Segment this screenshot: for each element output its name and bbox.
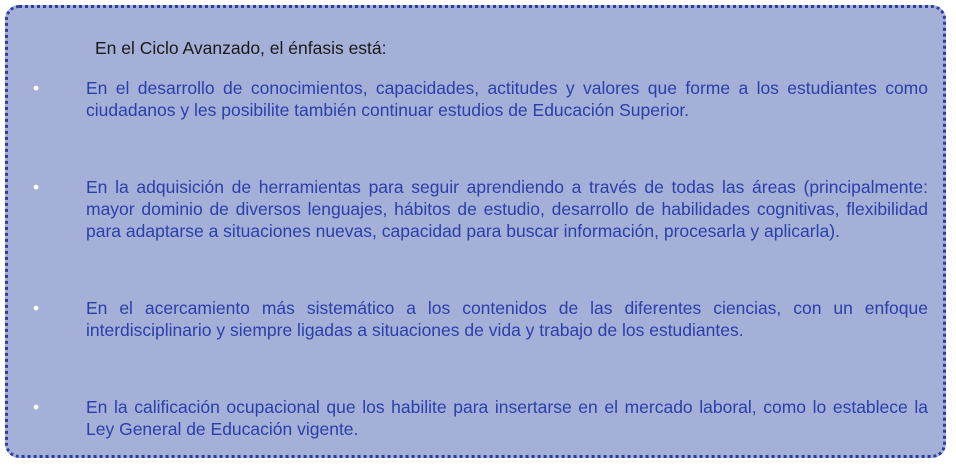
- list-item-text: En la calificación ocupacional que los habilite para insertarse en el mercado laboral, como lo establece la Ley General de Educación vigente.: [86, 397, 928, 439]
- list-item-text: En el acercamiento más sistemático a los contenidos de las diferentes ciencias, con un enfoque interdisciplinario y siempre ligadas a situaciones de vida y trabajo de los estudiantes.: [86, 298, 928, 340]
- intro-text: En el Ciclo Avanzado, el énfasis está:: [95, 38, 387, 58]
- list-item-text: En el desarrollo de conocimientos, capacidades, actitudes y valores que forme a los estudiantes como ciudadanos y les posibilite también continuar estudios de Educación Superior.: [86, 78, 928, 120]
- bullet-icon: •: [33, 298, 40, 318]
- bullet-icon: •: [33, 78, 40, 98]
- list-item-text: En la adquisición de herramientas para seguir aprendiendo a través de todas las áreas (principalmente: mayor dominio de diversos lenguajes, hábitos de estudio, desarrollo de habilidades cognitivas, flexibilidad para adaptarse a situaciones nuevas, capacidad para buscar información, procesarla y aplicarla).: [86, 177, 928, 241]
- bullet-icon: •: [33, 177, 40, 197]
- bullet-icon: •: [33, 397, 40, 417]
- info-box: [5, 5, 946, 458]
